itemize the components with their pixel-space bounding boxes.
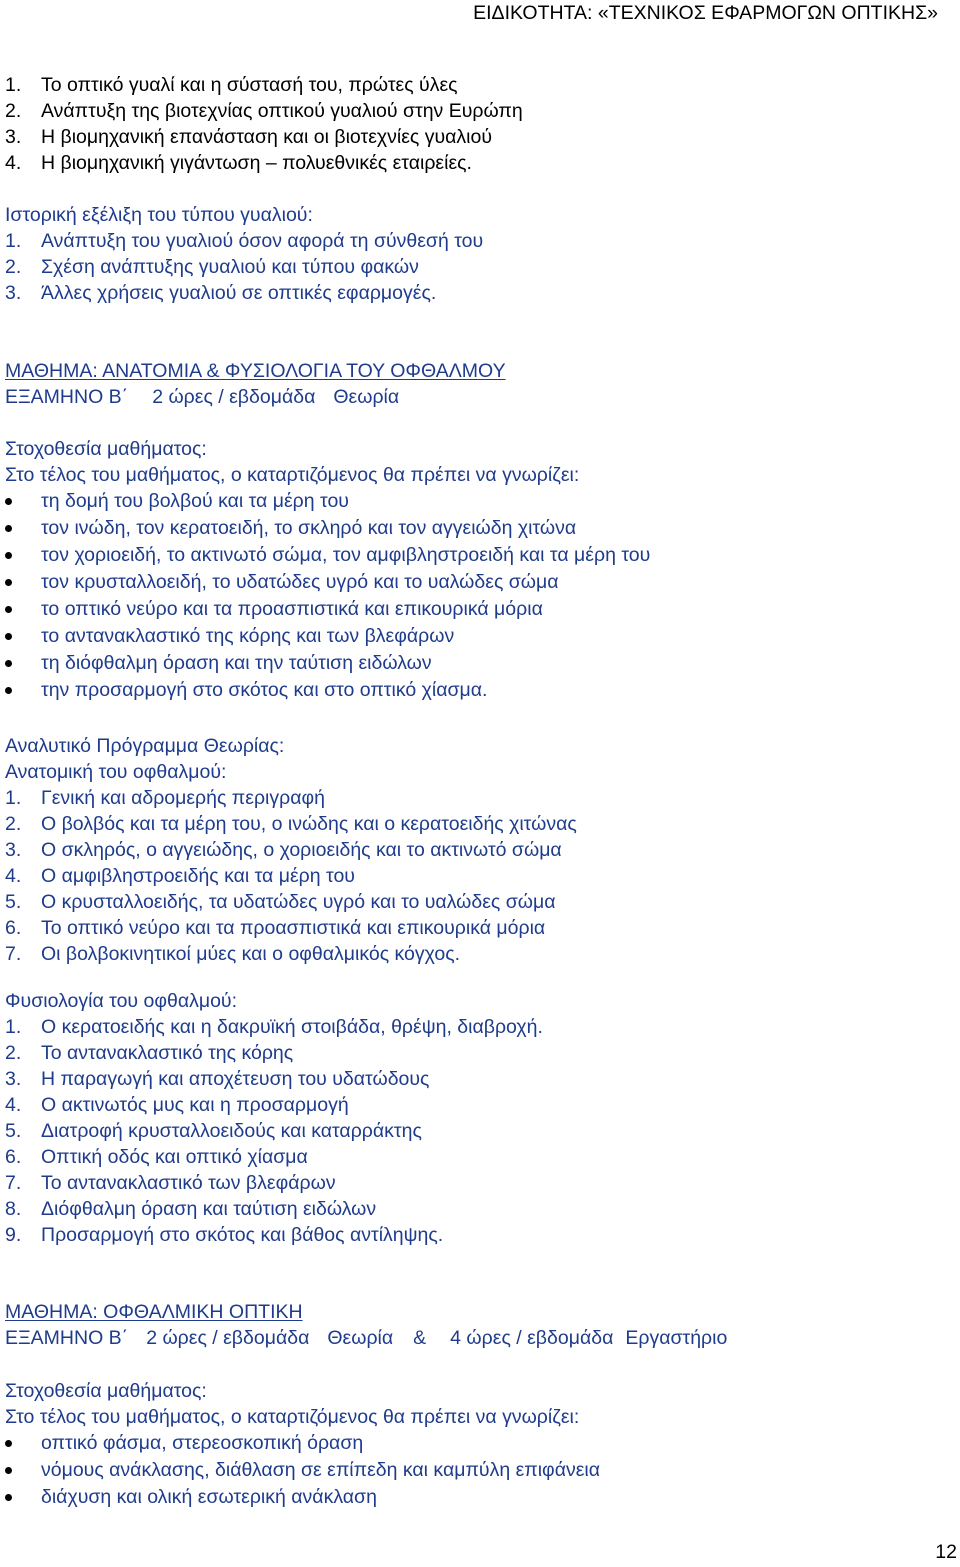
ampersand: & [413, 1327, 427, 1349]
course2-title: ΜΑΘΗΜΑ: ΟΦΘΑΛΜΙΚΗ ΟΠΤΙΚΗ [5, 1301, 303, 1323]
program-heading: Αναλυτικό Πρόγραμμα Θεωρίας: [5, 735, 285, 757]
list-item: 3. Η παραγωγή και αποχέτευση του υδατώδους [5, 1068, 430, 1090]
list-item: 3. Η βιομηχανική επανάσταση και οι βιοτεχνίες γυαλιού [5, 126, 493, 148]
list-item: 3. Ο σκληρός, ο αγγειώδης, ο χοριοειδής και το ακτινωτό σώμα [5, 839, 562, 861]
course1-physiology [5, 988, 950, 1248]
bullet-icon [5, 498, 12, 505]
bullet-icon [5, 660, 12, 667]
anatomy-heading: Ανατομική του οφθαλμού: [5, 761, 227, 783]
list-item: 5. Ο κρυσταλλοειδής, τα υδατώδες υγρό και το υαλώδες σώμα [5, 891, 556, 913]
list-item: 1. Το οπτικό γυαλί και η σύστασή του, πρώτες ύλες [5, 74, 458, 96]
list-item: 1. Γενική και αδρομερής περιγραφή [5, 787, 325, 809]
list-item: 2. Ο βολβός και τα μέρη του, ο ινώδης και ο κερατοειδής χιτώνας [5, 813, 577, 835]
list-item: 1. Ανάπτυξη του γυαλιού όσον αφορά τη σύνθεσή του [5, 230, 484, 252]
list-item: 2. Το αντανακλαστικό της κόρης [5, 1042, 294, 1064]
semester: ΕΞΑΜΗΝΟ Β΄ [5, 386, 129, 408]
bullet-icon [5, 579, 12, 586]
bullet-icon [5, 606, 12, 613]
bullet-item: τη διόφθαλμη όραση και την ταύτιση ειδώλων [5, 650, 950, 677]
bullet-icon [5, 633, 12, 640]
list-item: 6. Οπτική οδός και οπτικό χίασμα [5, 1146, 308, 1168]
glass-history-section [5, 202, 950, 306]
course1-header [5, 358, 950, 410]
list-item: 3. Άλλες χρήσεις γυαλιού σε οπτικές εφαρμογές. [5, 282, 437, 304]
course-type: Θεωρία [327, 1327, 394, 1349]
course1-goals [5, 436, 950, 704]
page-header: ΕΙΔΙΚΟΤΗΤΑ: «ΤΕΧΝΙΚΟΣ ΕΦΑΡΜΟΓΩΝ ΟΠΤΙΚΗΣ» [473, 2, 938, 24]
bullet-icon [5, 687, 12, 694]
page-number: 12 [935, 1541, 957, 1563]
bullet-item: τον κρυσταλλοειδή, το υδατώδες υγρό και το υαλώδες σώμα [5, 569, 950, 596]
bullet-icon [5, 1467, 12, 1474]
semester: ΕΞΑΜΗΝΟ Β΄ [5, 1327, 129, 1349]
hours: 2 ώρες / εβδομάδα [146, 1327, 310, 1349]
list-item: 4. Η βιομηχανική γιγάντωση – πολυεθνικές εταιρείες. [5, 152, 472, 174]
goals-intro: Στο τέλος του μαθήματος, ο καταρτιζόμενος θα πρέπει να γνωρίζει: [5, 464, 580, 486]
list-item: 2. Σχέση ανάπτυξης γυαλιού και τύπου φακών [5, 256, 419, 278]
list-item: 1. Ο κερατοειδής και η δακρυϊκή στοιβάδα, θρέψη, διαβροχή. [5, 1016, 543, 1038]
bullet-item: νόμους ανάκλασης, διάθλαση σε επίπεδη και καμπύλη επιφάνεια [5, 1457, 950, 1484]
bullet-item: διάχυση και ολική εσωτερική ανάκλαση [5, 1484, 950, 1511]
course2-goals [5, 1378, 950, 1511]
bullet-item: τη δομή του βολβού και τα μέρη του [5, 488, 950, 515]
list-item: 2. Ανάπτυξη της βιοτεχνίας οπτικού γυαλιού στην Ευρώπη [5, 100, 523, 122]
bullet-icon [5, 552, 12, 559]
list-item: 4. Ο ακτινωτός μυς και η προσαρμογή [5, 1094, 349, 1116]
bullet-item: την προσαρμογή στο σκότος και στο οπτικό χίασμα. [5, 677, 950, 704]
goals-heading: Στοχοθεσία μαθήματος: [5, 438, 207, 460]
list-item: 7. Οι βολβοκινητικοί μύες και ο οφθαλμικός κόγχος. [5, 943, 461, 965]
list-item: 5. Διατροφή κρυσταλλοειδούς και καταρράκτης [5, 1120, 422, 1142]
goals-heading: Στοχοθεσία μαθήματος: [5, 1380, 207, 1402]
bullet-item: τον ινώδη, τον κερατοειδή, το σκληρό και τον αγγειώδη χιτώνα [5, 515, 950, 542]
hours: 2 ώρες / εβδομάδα [152, 386, 316, 408]
bullet-icon [5, 1494, 12, 1501]
course1-title: ΜΑΘΗΜΑ: ΑΝΑΤΟΜΙΑ & ΦΥΣΙΟΛΟΓΙΑ ΤΟΥ ΟΦΘΑΛΜΟΥ [5, 360, 506, 382]
intro-list [5, 72, 950, 176]
physiology-heading: Φυσιολογία του οφθαλμού: [5, 990, 238, 1012]
bullet-item: τον χοριοειδή, το ακτινωτό σώμα, τον αμφιβληστροειδή και τα μέρη του [5, 542, 950, 569]
course2-meta [5, 1325, 950, 1351]
hours-lab: 4 ώρες / εβδομάδα [450, 1327, 614, 1349]
course2-header [5, 1299, 950, 1351]
bullet-item: το αντανακλαστικό της κόρης και των βλεφάρων [5, 623, 950, 650]
course-type: Θεωρία [333, 386, 400, 408]
bullet-item: οπτικό φάσμα, στερεοσκοπική όραση [5, 1430, 950, 1457]
list-item: 8. Διόφθαλμη όραση και ταύτιση ειδώλων [5, 1198, 377, 1220]
list-item: 7. Το αντανακλαστικό των βλεφάρων [5, 1172, 336, 1194]
glass-history-heading: Ιστορική εξέλιξη του τύπου γυαλιού: [5, 204, 313, 226]
list-item: 9. Προσαρμογή στο σκότος και βάθος αντίληψης. [5, 1224, 444, 1246]
list-item: 6. Το οπτικό νεύρο και τα προασπιστικά και επικουρικά μόρια [5, 917, 546, 939]
course-type-lab: Εργαστήριο [625, 1327, 728, 1349]
list-item: 4. Ο αμφιβληστροειδής και τα μέρη του [5, 865, 355, 887]
goals-intro: Στο τέλος του μαθήματος, ο καταρτιζόμενος θα πρέπει να γνωρίζει: [5, 1406, 580, 1428]
course1-program [5, 733, 950, 967]
bullet-icon [5, 1440, 12, 1447]
course1-meta [5, 384, 950, 410]
bullet-item: το οπτικό νεύρο και τα προασπιστικά και επικουρικά μόρια [5, 596, 950, 623]
bullet-icon [5, 525, 12, 532]
